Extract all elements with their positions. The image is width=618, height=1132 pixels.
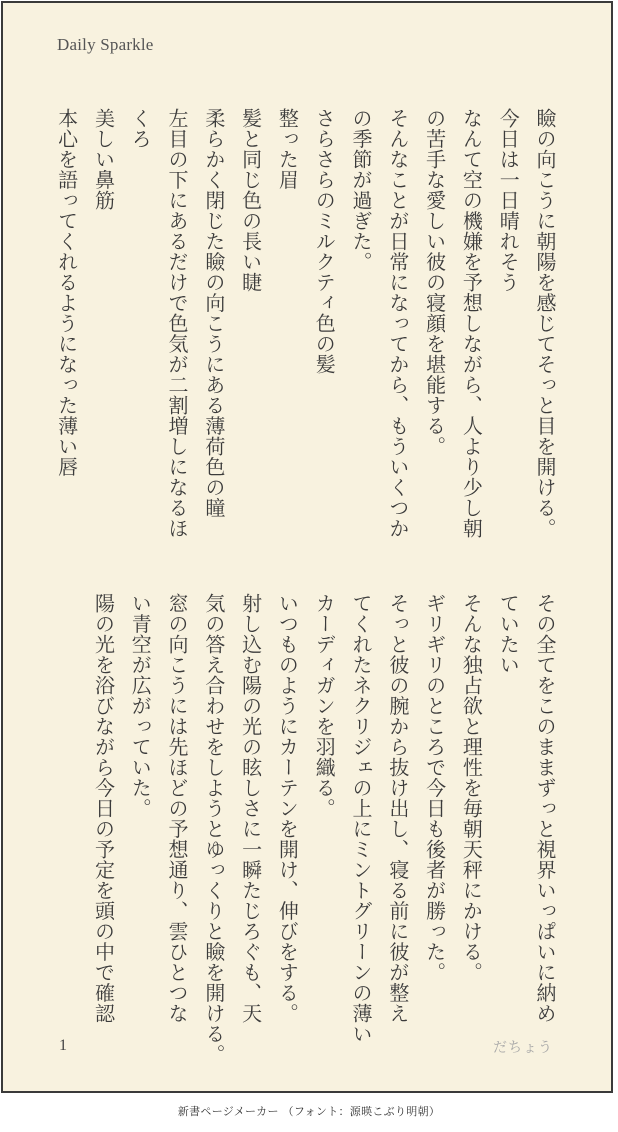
text-line: そんなことが日常になってから、もういくつか [385,108,410,539]
text-line: さらさらのミルクティ色の髪 [312,108,337,375]
text-line: 瞼の向こうに朝陽を感じてそっと目を開ける。 [533,108,557,539]
text-line: 柔らかく閉じた瞼の向こうにある薄荷色の瞳 [201,108,226,518]
maker-credit: 新書ページメーカー （フォント：源暎こぶり明朝） [177,1105,441,1118]
text-line: 窓の向こうには先ほどの予想通り、雲ひとつな [165,593,190,1024]
text-line: くろ [128,108,153,149]
text-line: 射し込む陽の光の眩しさに一瞬たじろぐも、天 [238,593,263,1024]
text-line: 気の答え合わせをしようとゆっくりと瞼を開ける。 [201,593,226,1065]
text-line: 陽の光を浴びながら今日の予定を頭の中で確認 [91,593,116,1024]
text-line: ギリギリのところで今日も後者が勝った。 [422,593,447,983]
text-line: 整った眉 [275,108,300,190]
text-line: 髪と同じ色の長い睫 [238,108,263,293]
text-line: の苦手な愛しい彼の寝顔を堪能する。 [422,108,447,457]
text-line: の季節が過ぎた。 [349,108,374,272]
text-line: てくれたネクリジェの上にミントグリーンの薄い [349,593,374,1044]
text-line: 今日は一日晴れそう [496,108,521,293]
text-line: カーディガンを羽織る。 [312,593,337,819]
author-name: だちょう [493,1040,553,1056]
text-line: 美しい鼻筋 [91,108,116,211]
text-line: いつものようにカーテンを開け、伸びをする。 [275,593,300,1024]
upper-text-block [48,108,563,539]
text-line: ていたい [496,593,521,675]
text-line: い青空が広がっていた。 [128,593,153,819]
book-title: Daily Sparkle [57,35,154,54]
text-line: そっと彼の腕から抜け出し、寝る前に彼が整え [385,593,410,1024]
text-line: 左目の下にあるだけで色気が二割増しになるほ [165,108,190,539]
text-line: その全てをこのままずっと視界いっぱいに納め [533,593,557,1024]
book-page [1,1,613,1093]
page-number: 1 [59,1037,67,1054]
text-line: 本心を語ってくれるようになった薄い唇 [54,108,79,477]
text-line: なんて空の機嫌を予想しながら、人より少し朝 [459,108,484,539]
text-line: そんな独占欲と理性を毎朝天秤にかける。 [459,593,484,983]
